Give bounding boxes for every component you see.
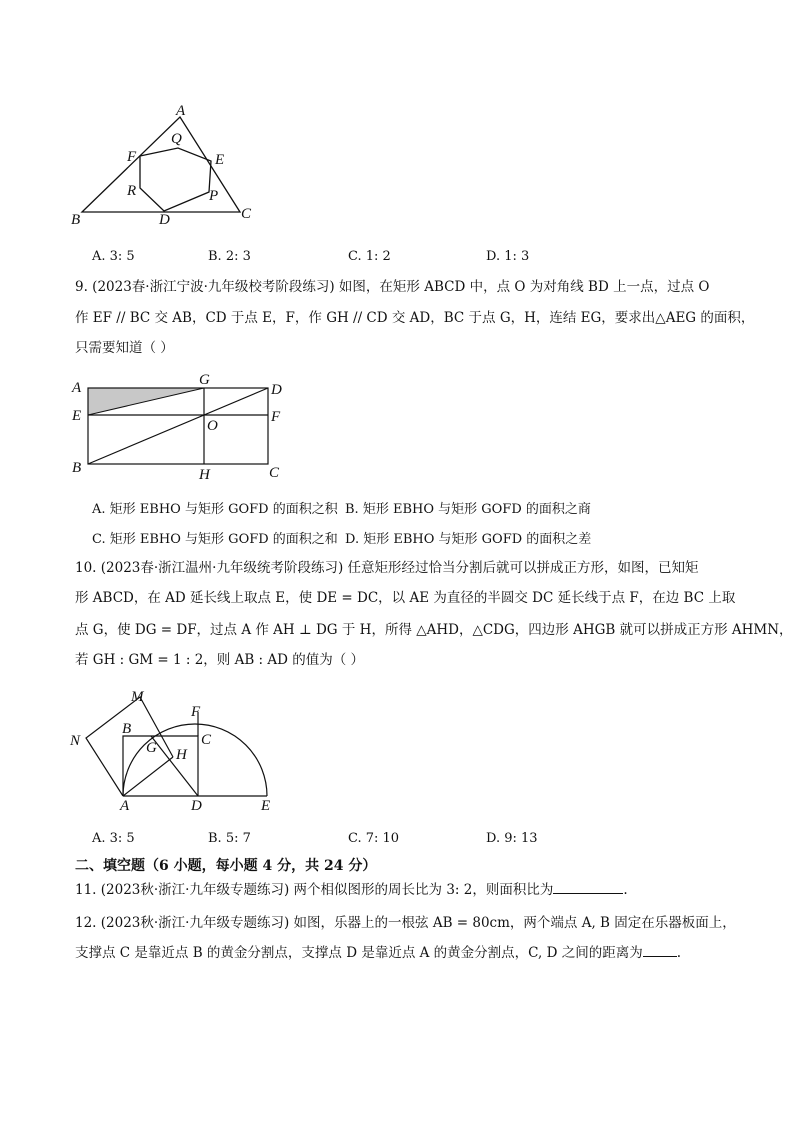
q12-text: 支撑点 C 是靠近点 B 的黄金分割点，支撑点 D 是靠近点 A 的黄金分割点，C, D 之间的距离为 xyxy=(75,945,643,961)
label-N: N xyxy=(70,733,81,749)
q12-line2 xyxy=(75,943,681,963)
label-C: C xyxy=(241,206,252,222)
label-A: A xyxy=(176,103,186,119)
q12-end: . xyxy=(676,945,681,961)
q9-line1: 9. (2023春·浙江宁波·九年级校考阶段练习) 如图，在矩形 ABCD 中，点 O 为对角线 BD 上一点，过点 O xyxy=(75,279,710,295)
q10-line2: 形 ABCD，在 AD 延长线上取点 E，使 DE = DC，以 AE 为直径的半圆交 DC 延长线于点 F，在边 BC 上取 xyxy=(75,590,736,606)
q8-option-c[interactable]: C. 1: 2 xyxy=(348,249,391,264)
q10-option-c[interactable]: C. 7: 10 xyxy=(348,831,400,846)
label-B: B xyxy=(72,460,82,476)
label-F: F xyxy=(191,704,201,720)
q8-option-d[interactable]: D. 1: 3 xyxy=(486,249,530,264)
label-M: M xyxy=(131,689,144,705)
label-D: D xyxy=(271,382,282,398)
q10-figure xyxy=(65,682,290,814)
q9-line3: 只需要知道（ ） xyxy=(75,340,174,356)
label-G: G xyxy=(199,372,210,388)
q10-option-b[interactable]: B. 5: 7 xyxy=(208,831,251,846)
q9-line2: 作 EF // BC 交 AB，CD 于点 E，F，作 GH // CD 交 AD，BC 于点 G，H，连结 EG，要求出△AEG 的面积， xyxy=(75,310,755,326)
label-P: P xyxy=(209,188,219,204)
label-D: D xyxy=(159,212,170,228)
q11-end: . xyxy=(623,882,628,898)
label-E: E xyxy=(215,152,225,168)
q10-line4: 若 GH : GM = 1 : 2，则 AB : AD 的值为（ ） xyxy=(75,652,365,668)
q9-option-d[interactable]: D. 矩形 EBHO 与矩形 GOFD 的面积之差 xyxy=(345,532,592,547)
label-B: B xyxy=(122,721,132,737)
q11-answer-blank[interactable] xyxy=(553,881,623,894)
section-fill-in-title: 二、填空题（6 小题，每小题 4 分，共 24 分） xyxy=(75,858,377,874)
q9-option-b[interactable]: B. 矩形 EBHO 与矩形 GOFD 的面积之商 xyxy=(345,502,591,517)
hexagon-fqerdp xyxy=(140,148,211,211)
label-H: H xyxy=(176,747,187,763)
q11-line xyxy=(75,880,628,900)
q12-answer-blank[interactable] xyxy=(643,944,677,957)
label-D: D xyxy=(191,798,202,814)
segment-dg xyxy=(151,736,198,796)
q12-line1: 12. (2023秋·浙江·九年级专题练习) 如图，乐器上的一根弦 AB = 80cm，两个端点 A, B 固定在乐器板面上， xyxy=(75,915,736,931)
label-E: E xyxy=(261,798,271,814)
label-A: A xyxy=(120,798,130,814)
q10-line1: 10. (2023春·浙江温州·九年级统考阶段练习) 任意矩形经过恰当分割后就可以拼成正方形，如图，已知矩 xyxy=(75,560,699,576)
q8-figure xyxy=(65,100,265,230)
label-A: A xyxy=(72,380,82,396)
q10-option-d[interactable]: D. 9: 13 xyxy=(486,831,538,846)
label-G: G xyxy=(146,740,157,756)
label-F: F xyxy=(127,149,137,165)
label-C: C xyxy=(201,732,212,748)
label-C: C xyxy=(269,465,280,480)
q10-option-a[interactable]: A. 3: 5 xyxy=(92,831,135,846)
q9-option-c[interactable]: C. 矩形 EBHO 与矩形 GOFD 的面积之和 xyxy=(92,532,338,547)
q9-figure xyxy=(68,372,293,480)
q8-option-a[interactable]: A. 3: 5 xyxy=(92,249,135,264)
label-R: R xyxy=(127,183,137,199)
q11-text: 11. (2023秋·浙江·九年级专题练习) 两个相似图形的周长比为 3: 2，则面积比为 xyxy=(75,882,554,898)
label-B: B xyxy=(71,212,81,228)
label-O: O xyxy=(207,418,218,434)
label-F: F xyxy=(271,409,281,425)
label-H: H xyxy=(199,467,210,480)
label-Q: Q xyxy=(171,131,182,147)
shaded-triangle-aeg xyxy=(88,388,204,415)
q8-option-b[interactable]: B. 2: 3 xyxy=(208,249,251,264)
q10-line3: 点 G，使 DG = DF，过点 A 作 AH ⊥ DG 于 H，所得 △AHD，△CDG，四边形 AHGB 就可以拼成正方形 AHMN， xyxy=(75,622,793,638)
semicircle-ae xyxy=(123,724,267,796)
q9-option-a[interactable]: A. 矩形 EBHO 与矩形 GOFD 的面积之积 xyxy=(92,502,338,517)
label-E: E xyxy=(72,408,82,424)
